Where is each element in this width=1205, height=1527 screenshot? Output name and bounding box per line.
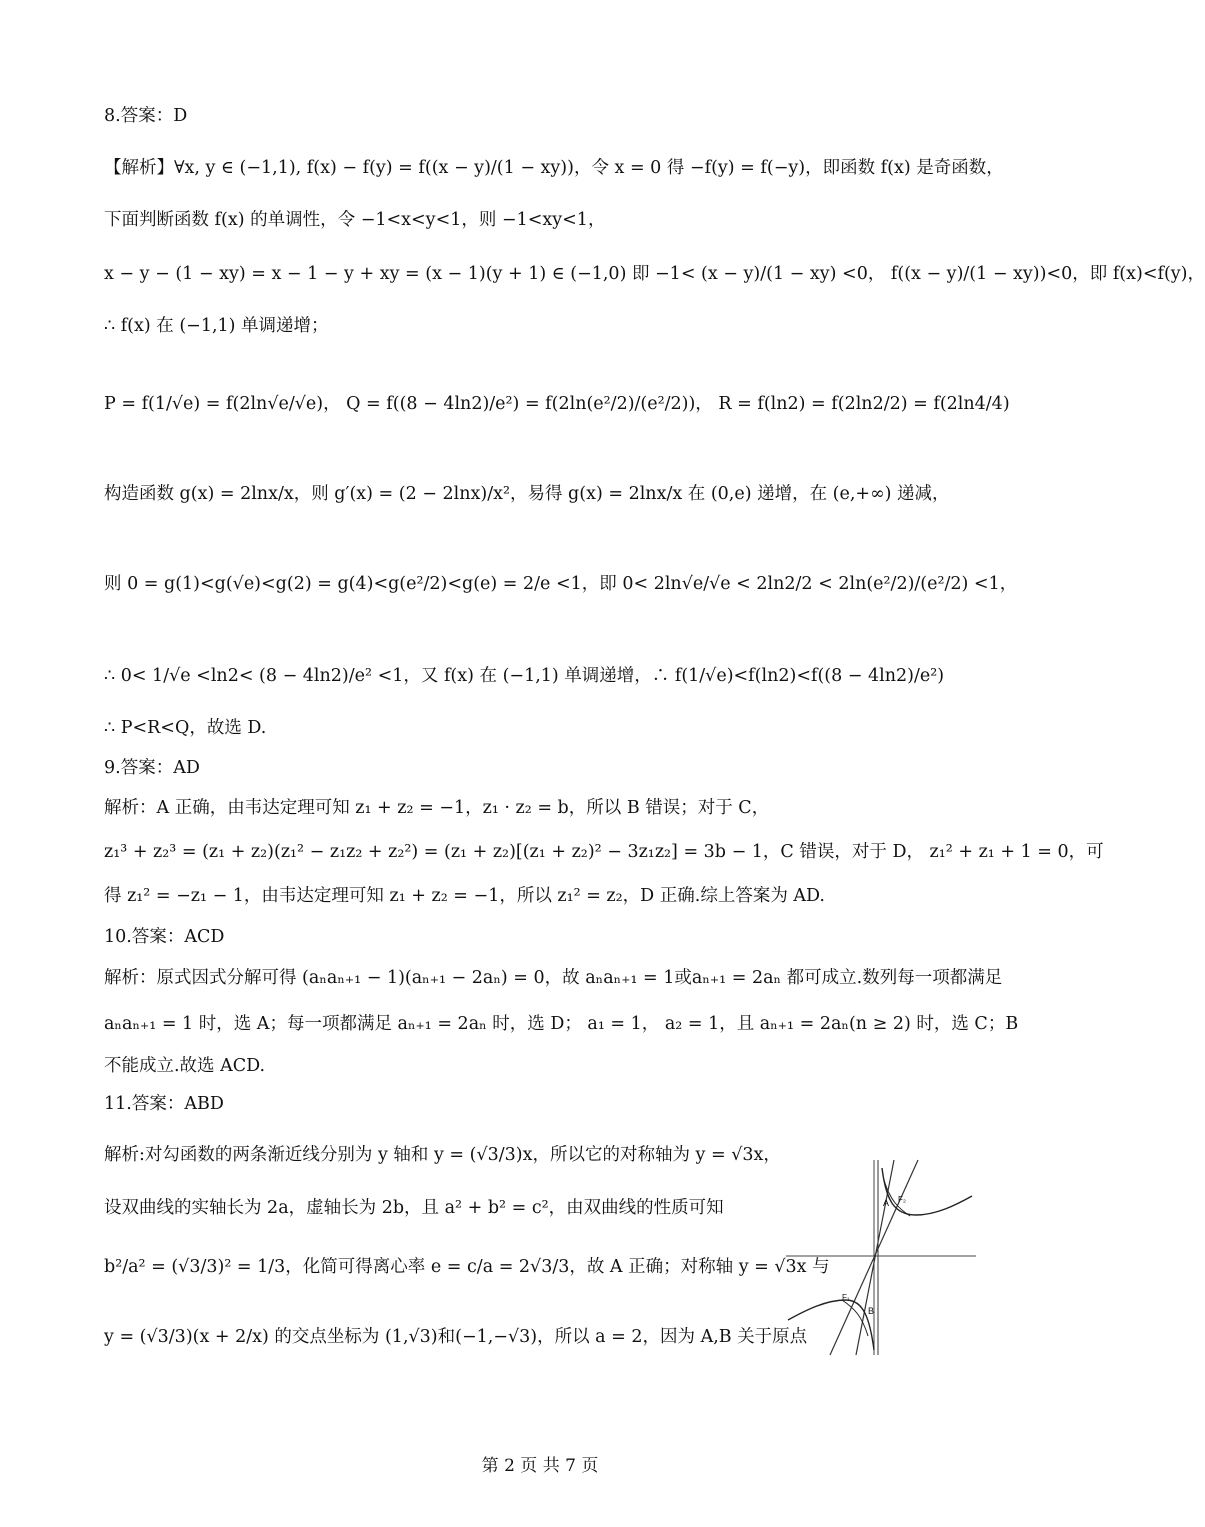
answer-10: 10.答案：ACD	[104, 927, 225, 947]
label-f2: F₂	[898, 1195, 906, 1204]
answer-11: 11.答案：ABD	[104, 1094, 224, 1114]
q11-analysis-line-1: 解析:对勾函数的两条渐近线分别为 y 轴和 y = (√3/3)x，所以它的对称轴为 y = √3x，	[104, 1145, 781, 1165]
lower-branch	[788, 1300, 874, 1350]
label-a: A	[883, 1198, 890, 1208]
q9-analysis-line-3: 得 z₁² = −z₁ − 1，由韦达定理可知 z₁ + z₂ = −1，所以 z₁² = z₂，D 正确.综上答案为 AD.	[104, 886, 825, 906]
symmetry-line	[856, 1160, 894, 1355]
q9-analysis-line-1: 解析：A 正确，由韦达定理可知 z₁ + z₂ = −1，z₁ · z₂ = b，所以 B 错误；对于 C，	[104, 798, 770, 818]
q8-analysis-line-6: 构造函数 g(x) = 2lnx/x，则 g′(x) = (2 − 2lnx)/x²，易得 g(x) = 2lnx/x 在 (0,e) 递增，在 (e,+∞) 递减，	[104, 484, 950, 504]
q8-analysis-line-4: ∴ f(x) 在 (−1,1) 单调递增；	[104, 316, 329, 336]
q11-analysis-line-3: b²/a² = (√3/3)² = 1/3，化简可得离心率 e = c/a = 2√3/3，故 A 正确；对称轴 y = √3x 与	[104, 1257, 830, 1277]
upper-branch	[882, 1168, 972, 1215]
q8-analysis-line-5: P = f(1/√e) = f(2ln√e/√e)， Q = f((8 − 4ln2)/e²) = f(2ln(e²/2)/(e²/2))， R = f(ln2) = f(2ln2/2) = f(2ln4/4)	[104, 394, 1010, 414]
q11-analysis-line-2: 设双曲线的实轴长为 2a，虚轴长为 2b，且 a² + b² = c²，由双曲线的性质可知	[104, 1198, 724, 1218]
q8-analysis-line-9: ∴ P<R<Q，故选 D.	[104, 718, 267, 738]
label-b: B	[868, 1306, 875, 1316]
q8-analysis-line-1: 【解析】∀x, y ∈ (−1,1), f(x) − f(y) = f((x − y)/(1 − xy))，令 x = 0 得 −f(y) = f(−y)，即函数 f(x) 是奇函数，	[104, 158, 1004, 178]
q8-analysis-line-7: 则 0 = g(1)<g(√e)<g(2) = g(4)<g(e²/2)<g(e) = 2/e <1，即 0< 2ln√e/√e < 2ln2/2 < 2ln(e²/2)/(e²/2) <1，	[104, 574, 1018, 594]
page-footer: 第 2 页 共 7 页	[481, 1456, 599, 1476]
q9-analysis-line-2: z₁³ + z₂³ = (z₁ + z₂)(z₁² − z₁z₂ + z₂²) = (z₁ + z₂)[(z₁ + z₂)² − 3z₁z₂] = 3b − 1，C 错误，对于 D， z₁² + z₁ + 1 = 0，可	[104, 842, 1104, 862]
q11-analysis-line-4: y = (√3/3)(x + 2/x) 的交点坐标为 (1,√3)和(−1,−√3)，所以 a = 2，因为 A,B 关于原点	[104, 1327, 808, 1347]
hyperbola-figure	[786, 1160, 976, 1355]
answer-9: 9.答案：AD	[104, 758, 200, 778]
q8-analysis-line-3: x − y − (1 − xy) = x − 1 − y + xy = (x − 1)(y + 1) ∈ (−1,0) 即 −1< (x − y)/(1 − xy) <0， f((x − y)/(1 − xy))<0，即 f(x)<f(y)，	[104, 264, 1205, 284]
answer-8: 8.答案：D	[104, 106, 188, 126]
q10-analysis-line-2: aₙaₙ₊₁ = 1 时，选 A；每一项都满足 aₙ₊₁ = 2aₙ 时，选 D； a₁ = 1， a₂ = 1，且 aₙ₊₁ = 2aₙ(n ≥ 2) 时，选 C；B	[104, 1014, 1019, 1034]
q8-analysis-line-2: 下面判断函数 f(x) 的单调性，令 −1<x<y<1，则 −1<xy<1，	[104, 210, 606, 230]
hyperbola-left-branch	[842, 1300, 868, 1336]
q10-analysis-line-1: 解析：原式因式分解可得 (aₙaₙ₊₁ − 1)(aₙ₊₁ − 2aₙ) = 0，故 aₙaₙ₊₁ = 1或aₙ₊₁ = 2aₙ 都可成立.数列每一项都满足	[104, 968, 1003, 988]
label-f1: F₁	[842, 1293, 850, 1302]
q8-analysis-line-8: ∴ 0< 1/√e <ln2< (8 − 4ln2)/e² <1，又 f(x) 在 (−1,1) 单调递增，∴ f(1/√e)<f(ln2)<f((8 − 4ln2)/e²)	[104, 666, 945, 686]
q10-analysis-line-3: 不能成立.故选 ACD.	[104, 1056, 266, 1076]
